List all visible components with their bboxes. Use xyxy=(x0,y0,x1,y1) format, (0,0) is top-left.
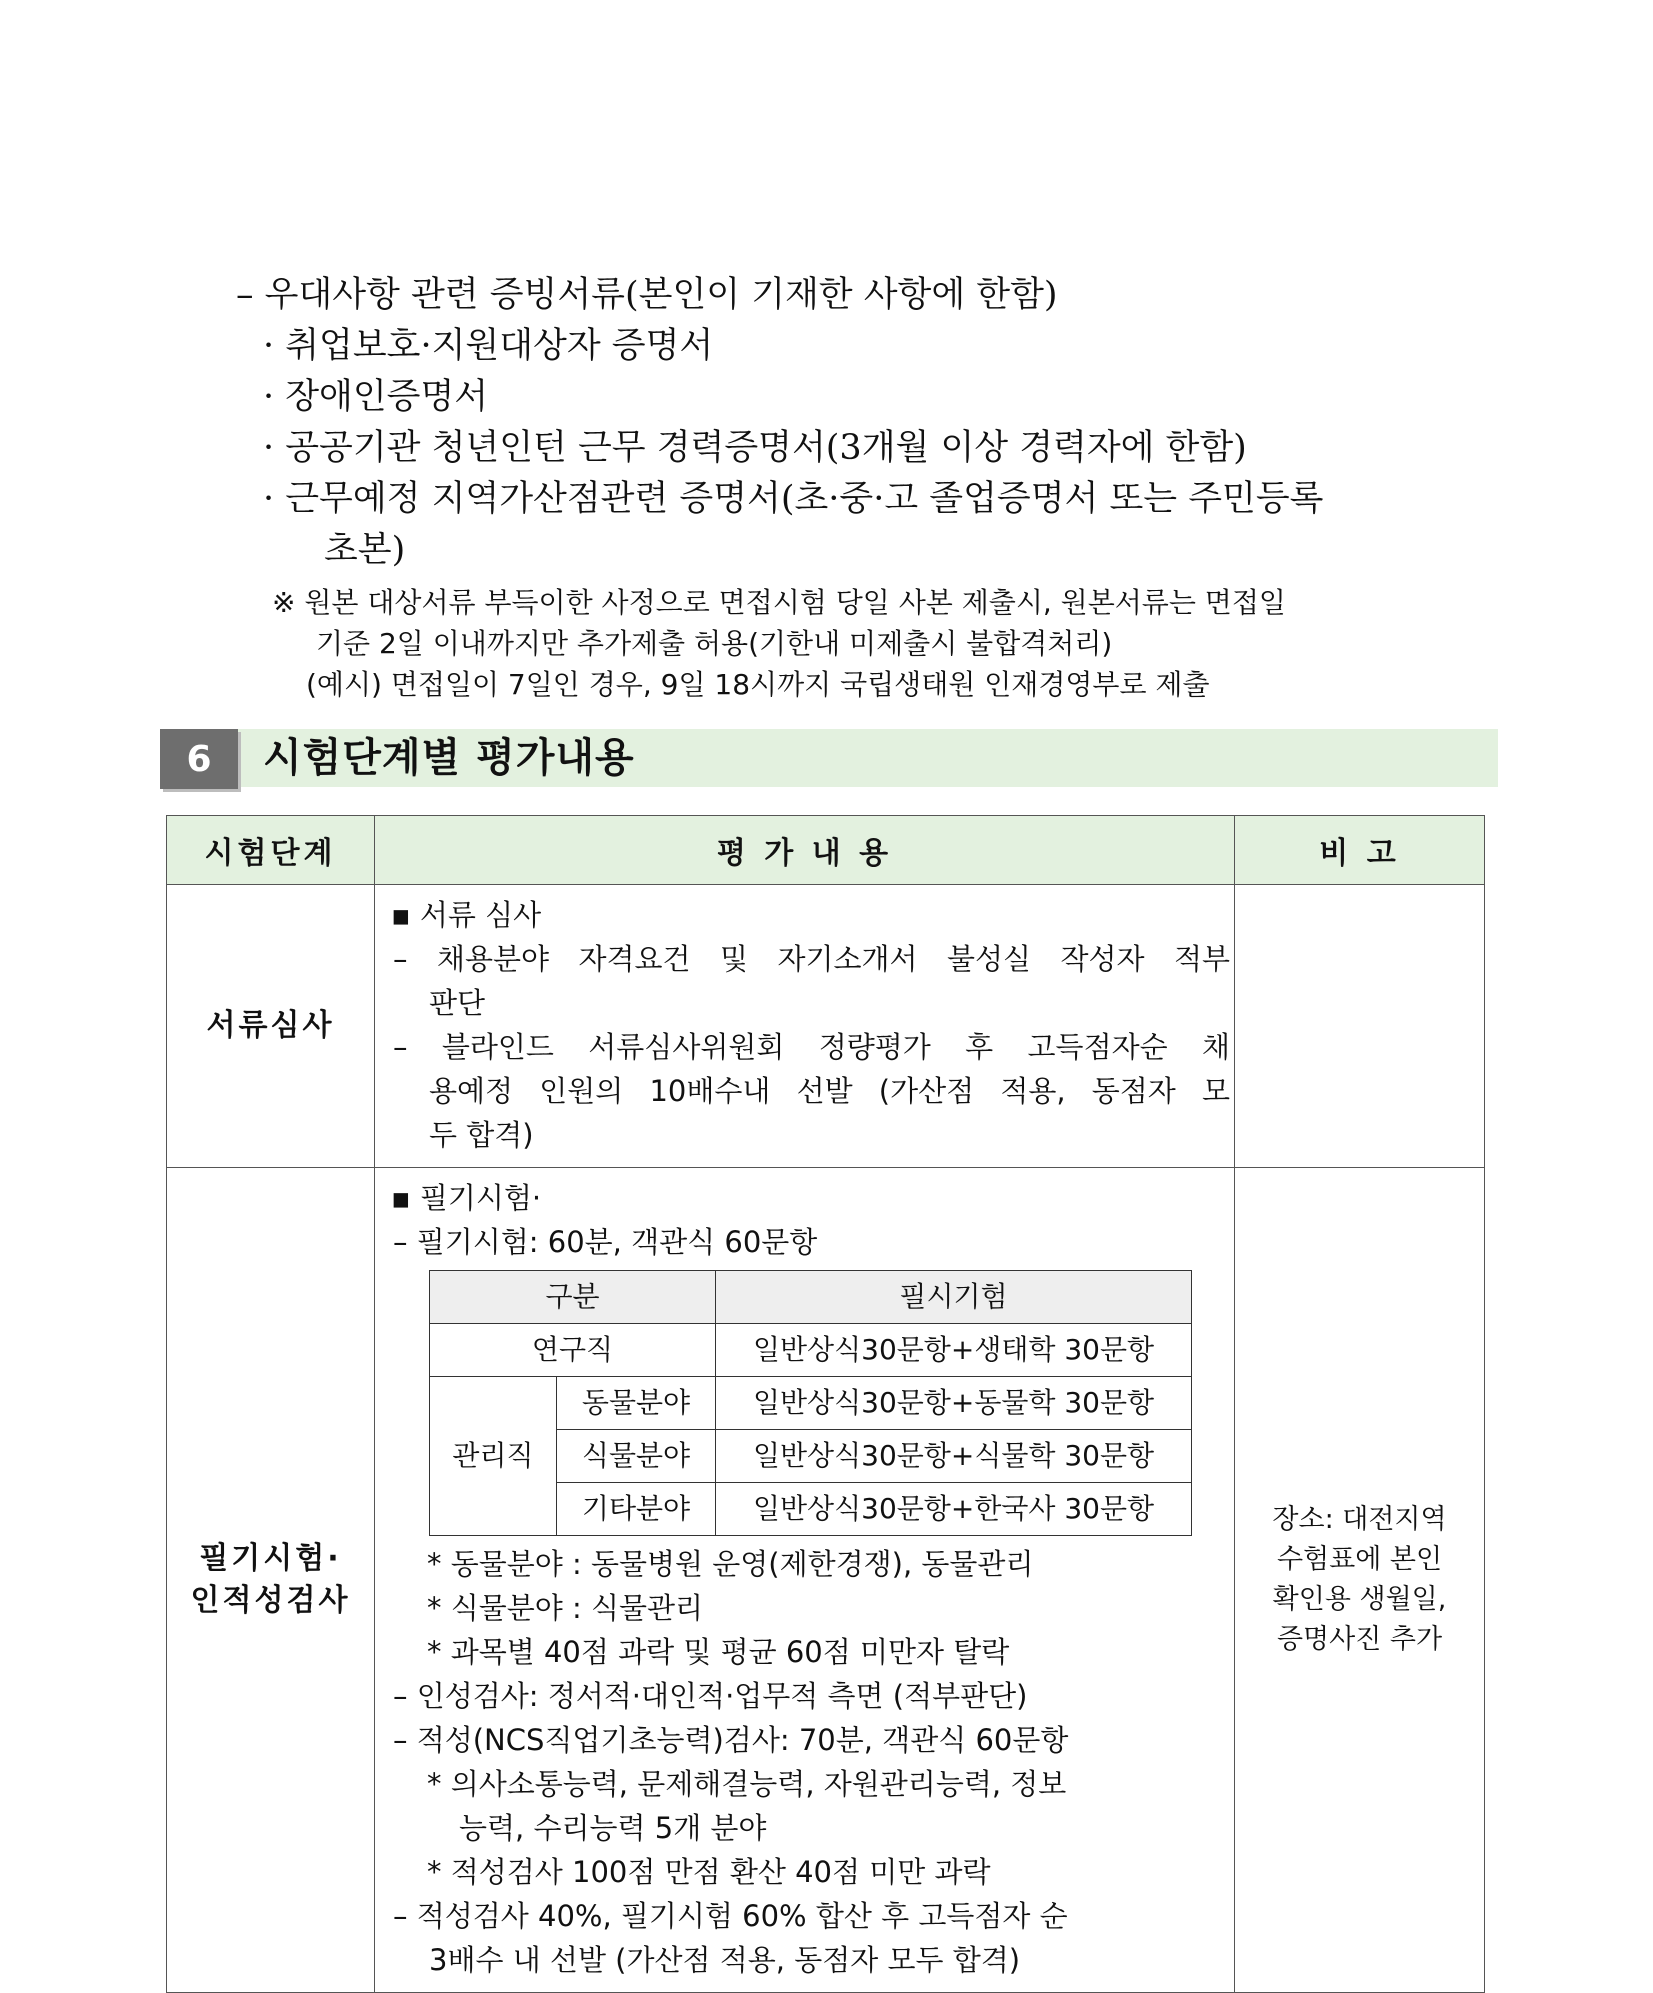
table-row xyxy=(430,1324,1192,1377)
stage-written-test-line1: 필기시험· xyxy=(199,1541,342,1576)
inner-research: 연구직 xyxy=(430,1324,716,1377)
dash-item: – 적성(NCS직업기초능력)검사: 70분, 객관식 60문항 xyxy=(393,1723,1069,1757)
inner-animal: 동물분야 xyxy=(557,1377,716,1430)
inner-other: 기타분야 xyxy=(557,1483,716,1536)
submission-example: (예시) 면접일이 7일인 경우, 9일 18시까지 국립생태원 인재경영부로 제출 xyxy=(306,668,1210,701)
pref-item-intern-career: · 공공기관 청년인턴 근무 경력증명서(3개월 이상 경력자에 한함) xyxy=(263,428,1247,468)
header-remark: 비 고 xyxy=(1235,816,1485,885)
original-document-note-cont: 기준 2일 이내까지만 추가제출 허용(기한내 미제출시 불합격처리) xyxy=(316,627,1113,660)
written-test-subjects-table xyxy=(429,1270,1192,1536)
dash-item: – 필기시험: 60분, 객관식 60문항 xyxy=(393,1225,818,1259)
table-row xyxy=(167,1168,1485,1993)
evaluation-table xyxy=(166,815,1485,1993)
remark-written-test xyxy=(1235,1168,1485,1993)
dash-item-cont: 용예정 인원의 10배수내 선발 (가산점 적용, 동점자 모 xyxy=(429,1074,1230,1108)
section-heading xyxy=(160,729,1498,787)
section-title: 시험단계별 평가내용 xyxy=(263,735,635,781)
pref-item-regional-bonus-cont: 초본) xyxy=(324,530,406,570)
inner-plant-exam: 일반상식30문항+식물학 30문항 xyxy=(716,1430,1192,1483)
star-note: * 과목별 40점 과락 및 평균 60점 미만자 탈락 xyxy=(427,1635,1010,1669)
stage-document-screening: 서류심사 xyxy=(167,885,375,1168)
pref-item-employment-protection: · 취업보호·지원대상자 증명서 xyxy=(263,326,714,366)
star-note: * 의사소통능력, 문제해결능력, 자원관리능력, 정보 xyxy=(427,1767,1067,1801)
remark-document-screening xyxy=(1235,885,1485,1168)
star-note: * 동물분야 : 동물병원 운영(제한경쟁), 동물관리 xyxy=(427,1547,1034,1581)
table-header-row xyxy=(167,816,1485,885)
preference-documents xyxy=(236,270,1466,705)
stage-written-test-line2: 인적성검사 xyxy=(190,1583,351,1618)
dash-item-cont: 판단 xyxy=(429,986,486,1020)
bullet-document-screening: ▪ 서류 심사 xyxy=(391,898,542,932)
stage-written-test xyxy=(167,1168,375,1993)
content-document-screening xyxy=(375,885,1235,1168)
inner-other-exam: 일반상식30문항+한국사 30문항 xyxy=(716,1483,1192,1536)
header-content: 평 가 내 용 xyxy=(375,816,1235,885)
pref-item-regional-bonus: · 근무예정 지역가산점관련 증명서(초·중·고 졸업증명서 또는 주민등록 xyxy=(263,479,1324,519)
dash-item: – 채용분야 자격요건 및 자기소개서 불성실 작성자 적부 xyxy=(393,942,1230,976)
dash-item-cont: 3배수 내 선발 (가산점 적용, 동점자 모두 합격) xyxy=(429,1943,1021,1977)
table-row xyxy=(167,885,1485,1168)
content-written-test xyxy=(375,1168,1235,1993)
star-note: * 적성검사 100점 만점 환산 40점 미만 과락 xyxy=(427,1855,991,1889)
inner-research-exam: 일반상식30문항+생태학 30문항 xyxy=(716,1324,1192,1377)
star-note: * 식물분야 : 식물관리 xyxy=(427,1591,704,1625)
table-row xyxy=(430,1377,1192,1430)
header-stage: 시험단계 xyxy=(167,816,375,885)
inner-header-exam: 필시기험 xyxy=(716,1271,1192,1324)
inner-admin: 관리직 xyxy=(430,1377,557,1536)
bullet-written-test: ▪ 필기시험· xyxy=(391,1181,542,1215)
remark-line: 수험표에 본인 xyxy=(1276,1544,1443,1575)
dash-item: – 인성검사: 정서적·대인적·업무적 측면 (적부판단) xyxy=(393,1679,1028,1713)
original-document-note: ※ 원본 대상서류 부득이한 사정으로 면접시험 당일 사본 제출시, 원본서류는 면접일 xyxy=(272,586,1286,619)
preference-heading: – 우대사항 관련 증빙서류(본인이 기재한 사항에 한함) xyxy=(236,275,1058,315)
inner-plant: 식물분야 xyxy=(557,1430,716,1483)
star-note-cont: 능력, 수리능력 5개 분야 xyxy=(459,1811,767,1845)
section-number: 6 xyxy=(160,729,238,789)
remark-line: 확인용 생월일, xyxy=(1272,1584,1447,1615)
remark-line: 장소: 대전지역 xyxy=(1272,1504,1447,1535)
table-row xyxy=(430,1271,1192,1324)
pref-item-disability: · 장애인증명서 xyxy=(263,377,489,417)
inner-header-category: 구분 xyxy=(430,1271,716,1324)
inner-animal-exam: 일반상식30문항+동물학 30문항 xyxy=(716,1377,1192,1430)
remark-line: 증명사진 추가 xyxy=(1276,1624,1443,1655)
dash-item-cont: 두 합격) xyxy=(429,1118,534,1152)
dash-item: – 적성검사 40%, 필기시험 60% 합산 후 고득점자 순 xyxy=(393,1899,1068,1933)
dash-item: – 블라인드 서류심사위원회 정량평가 후 고득점자순 채 xyxy=(393,1030,1230,1064)
